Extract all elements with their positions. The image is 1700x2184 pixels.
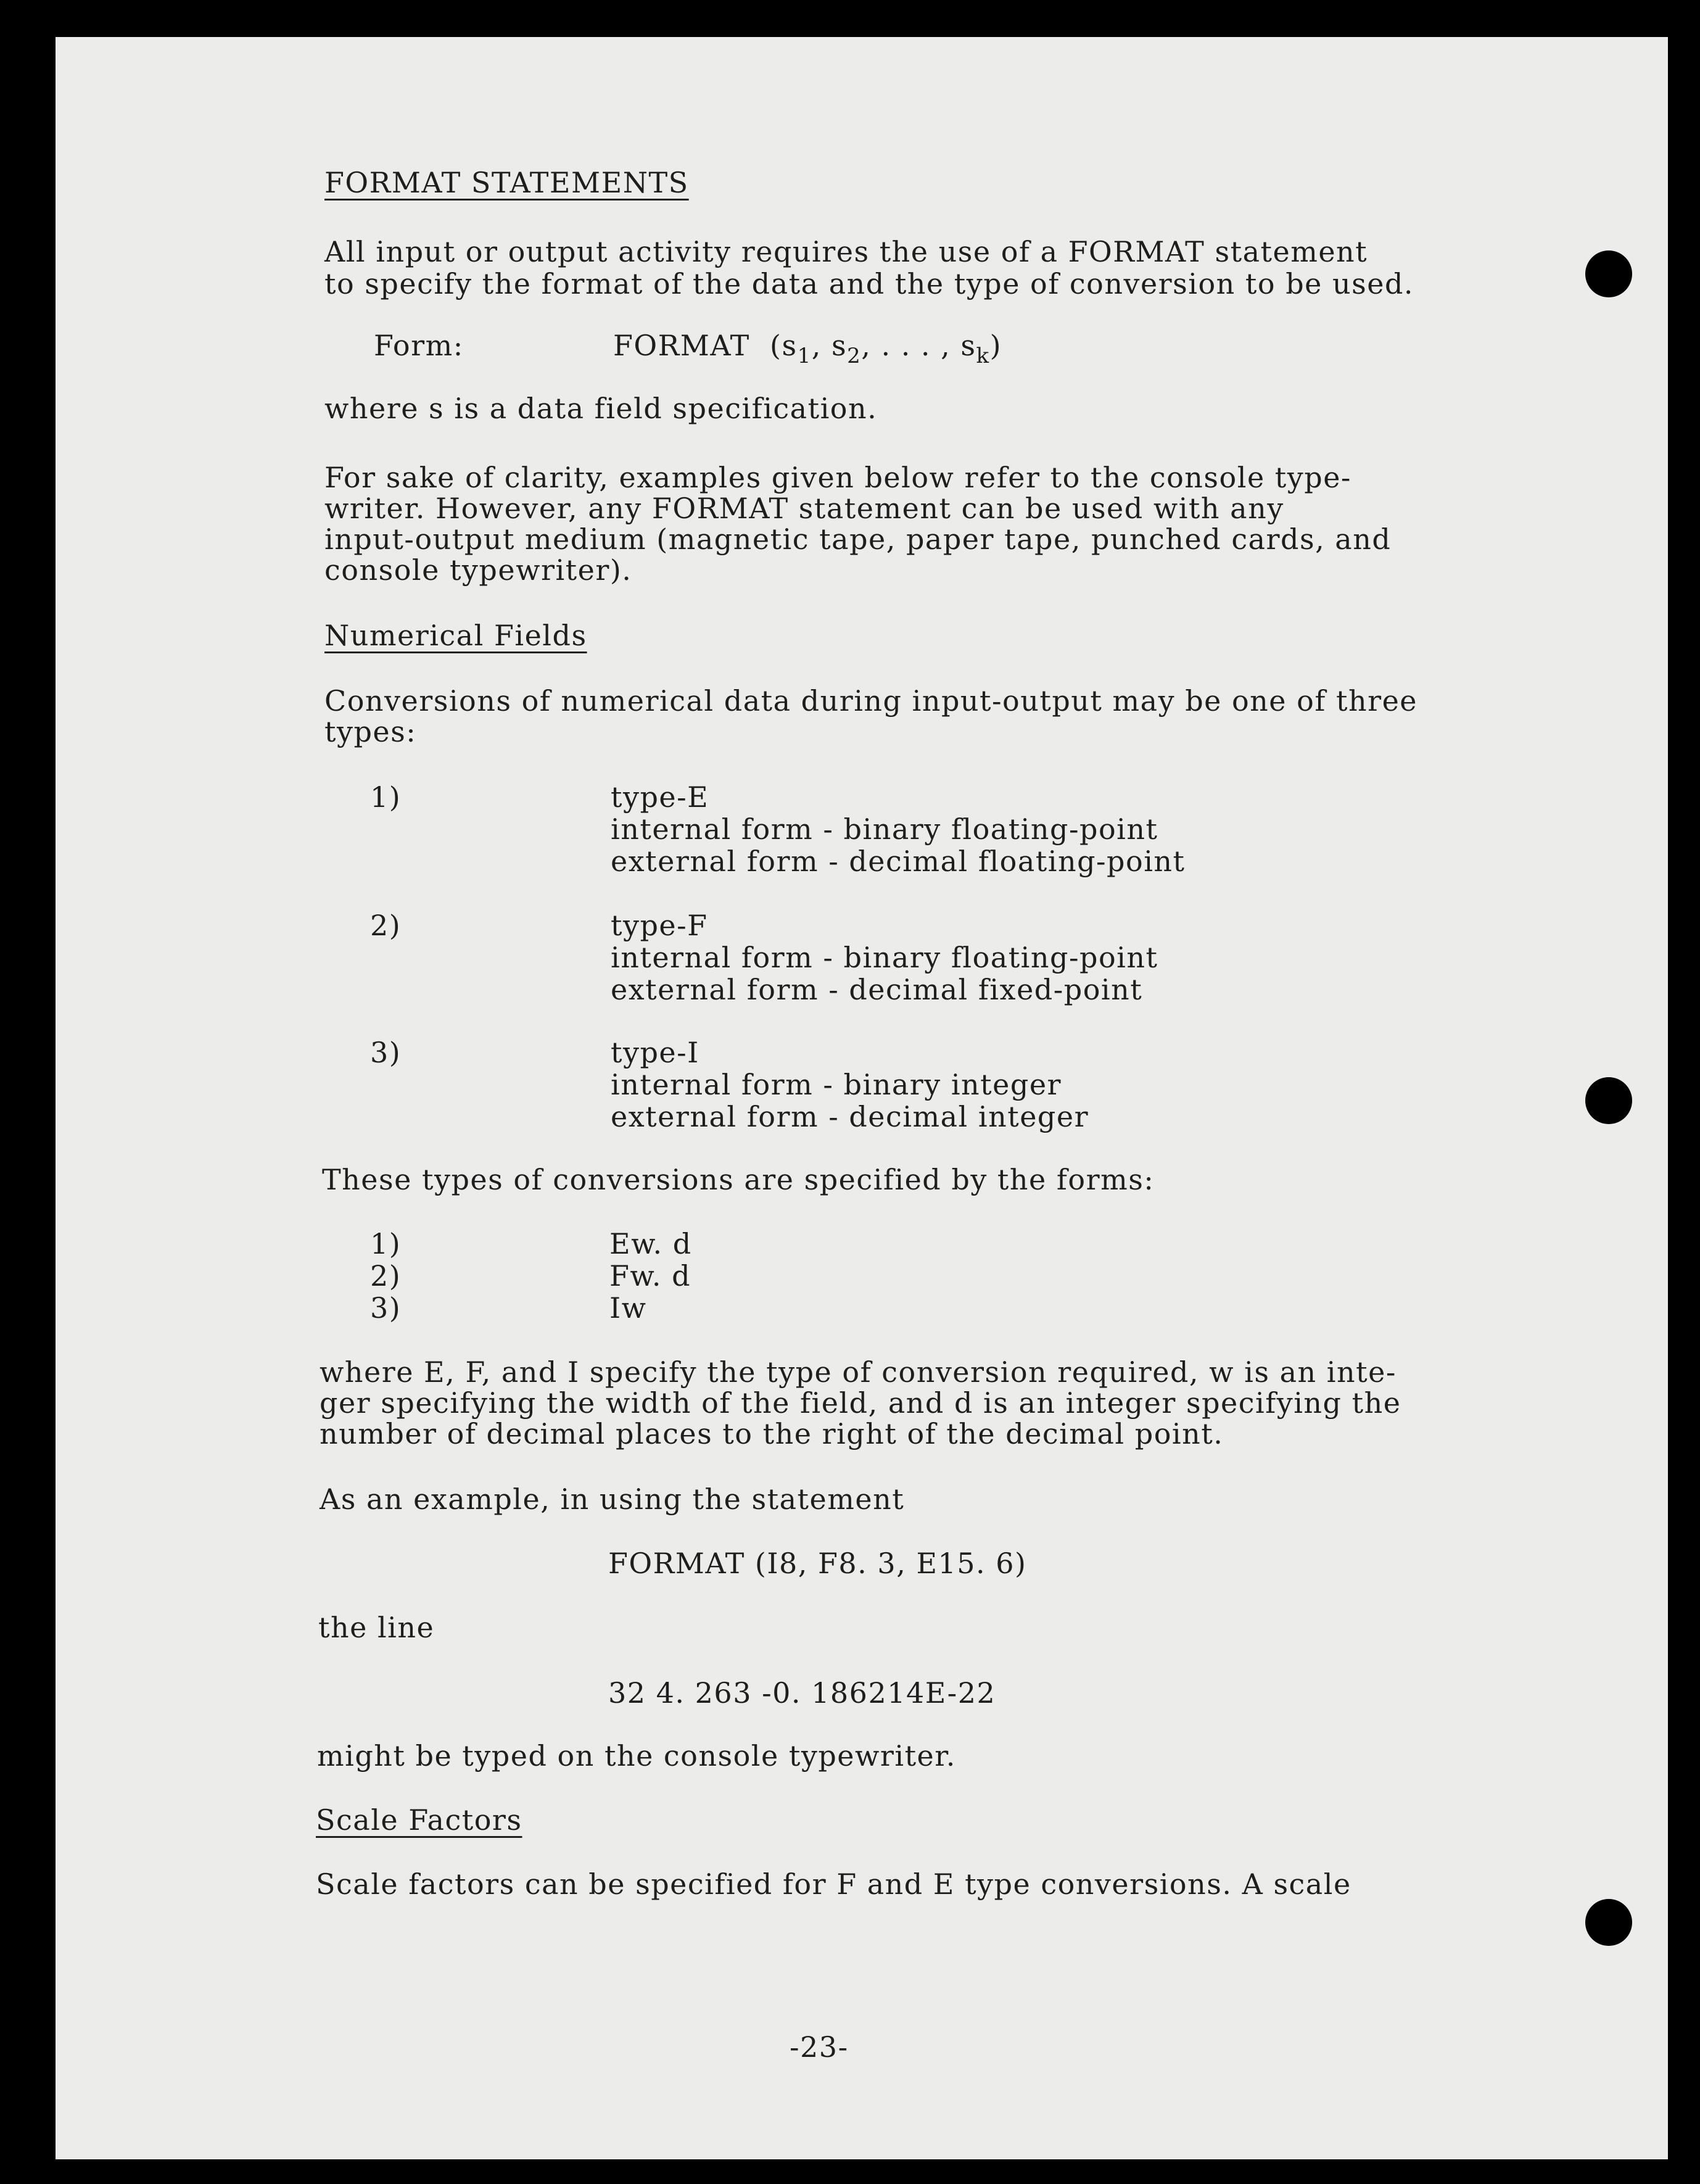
type-name: type-I	[611, 1036, 699, 1069]
section-heading: FORMAT STATEMENTS	[324, 166, 689, 199]
form-label: Form:	[374, 329, 464, 362]
where-efi-line-1: where E, F, and I specify the type of conversion required, w is an inte-	[320, 1355, 1397, 1389]
clarity-line-4: console typewriter).	[324, 553, 632, 587]
type-external: external form - decimal floating-point	[611, 845, 1186, 878]
conversions-line-2: types:	[324, 715, 417, 748]
type-number: 3)	[370, 1036, 402, 1069]
form-number: 1)	[370, 1227, 402, 1260]
intro-line-1: All input or output activity requires the use of a FORMAT statement	[324, 235, 1368, 268]
type-internal: internal form - binary floating-point	[611, 941, 1158, 974]
type-number: 1)	[370, 780, 402, 814]
conversions-line-1: Conversions of numerical data during input-output may be one of three	[324, 684, 1418, 718]
type-external: external form - decimal fixed-point	[611, 973, 1143, 1006]
form-spec: Fw. d	[609, 1259, 691, 1293]
numerical-fields-heading: Numerical Fields	[324, 619, 587, 652]
where-efi-line-2: ger specifying the width of the field, and d is an integer specifying the	[320, 1386, 1401, 1420]
page-number: -23-	[790, 2030, 849, 2064]
type-name: type-E	[611, 780, 709, 814]
form-number: 2)	[370, 1259, 402, 1293]
example-statement: FORMAT (I8, F8. 3, E15. 6)	[608, 1547, 1027, 1580]
type-internal: internal form - binary floating-point	[611, 813, 1158, 846]
intro-line-2: to specify the format of the data and the type of conversion to be used.	[324, 267, 1414, 300]
scale-factors-heading: Scale Factors	[316, 1803, 522, 1837]
example-intro: As an example, in using the statement	[320, 1483, 905, 1516]
type-internal: internal form - binary integer	[611, 1068, 1062, 1101]
form-statement: FORMAT ($s_1$, $s_2$, . . . , $s_k$)	[613, 329, 1002, 368]
where-s-line: where s is a data field specification.	[324, 392, 878, 425]
example-output-line: 32 4. 263 -0. 186214E-22	[608, 1676, 996, 1710]
typed-note: might be typed on the console typewriter.	[317, 1739, 956, 1772]
type-external: external form - decimal integer	[611, 1100, 1089, 1133]
forms-intro: These types of conversions are specified by the forms:	[322, 1163, 1155, 1196]
clarity-line-3: input-output medium (magnetic tape, paper tape, punched cards, and	[324, 523, 1392, 556]
form-number: 3)	[370, 1291, 402, 1325]
clarity-line-1: For sake of clarity, examples given below refer to the console type-	[324, 461, 1351, 494]
clarity-line-2: writer. However, any FORMAT statement can be used with any	[324, 492, 1284, 525]
type-number: 2)	[370, 909, 402, 942]
document-page	[56, 37, 1668, 2159]
punch-hole-top	[1585, 250, 1632, 297]
type-name: type-F	[611, 909, 708, 942]
punch-hole-middle	[1585, 1077, 1632, 1124]
form-spec: Ew. d	[609, 1227, 692, 1260]
punch-hole-bottom	[1585, 1899, 1632, 1946]
form-spec: Iw	[609, 1291, 647, 1325]
the-line-label: the line	[318, 1611, 435, 1644]
scale-factors-text: Scale factors can be specified for F and E type conversions. A scale	[316, 1868, 1351, 1901]
form-keyword: FORMAT	[613, 329, 750, 362]
where-efi-line-3: number of decimal places to the right of the decimal point.	[320, 1417, 1224, 1450]
